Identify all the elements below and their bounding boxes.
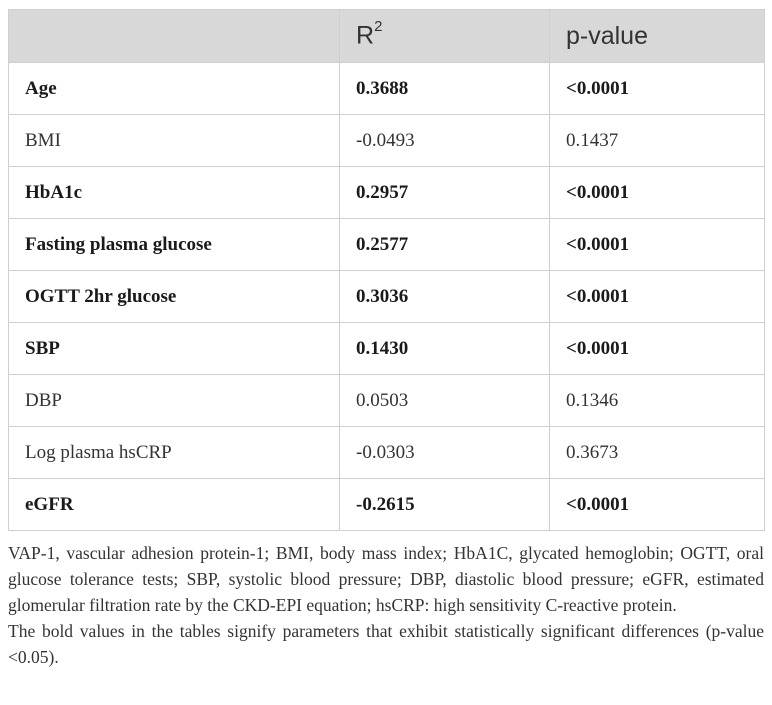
table-row — [9, 115, 765, 167]
footnote-significance: The bold values in the tables signify parameters that exhibit statistically significant differences (p-value <0.05). — [8, 621, 764, 667]
table-row — [9, 323, 765, 375]
footnote-abbreviations: VAP-1, vascular adhesion protein-1; BMI, body mass index; HbA1C, glycated hemoglobin; OGTT, oral glucose tolerance tests; SBP, systolic blood pressure; DBP, diastolic blood pressure; eGFR, estimated glomerular filtration rate by the CKD-EPI equation; hsCRP: high sensitivity C-reactive protein. — [8, 543, 764, 615]
table-row — [9, 167, 765, 219]
header-row — [9, 10, 765, 63]
cell-r-squared: -0.2615 — [340, 479, 550, 531]
cell-variable: HbA1c — [9, 167, 340, 219]
header-r2-base: R — [356, 21, 375, 50]
cell-r-squared: 0.3688 — [340, 63, 550, 115]
cell-variable: OGTT 2hr glucose — [9, 271, 340, 323]
cell-p-value: <0.0001 — [550, 167, 765, 219]
cell-p-value: <0.0001 — [550, 63, 765, 115]
table-footnote — [8, 540, 764, 670]
cell-variable: eGFR — [9, 479, 340, 531]
cell-p-value: <0.0001 — [550, 323, 765, 375]
table-row — [9, 479, 765, 531]
cell-p-value: <0.0001 — [550, 479, 765, 531]
header-r-squared — [340, 10, 550, 63]
cell-variable: DBP — [9, 375, 340, 427]
header-r2-superscript: 2 — [374, 18, 383, 36]
correlation-table — [8, 9, 765, 531]
cell-p-value: 0.3673 — [550, 427, 765, 479]
cell-r-squared: 0.3036 — [340, 271, 550, 323]
cell-r-squared: 0.2957 — [340, 167, 550, 219]
header-p-value: p-value — [550, 10, 765, 63]
table-row — [9, 219, 765, 271]
header-variable — [9, 10, 340, 63]
cell-variable: Age — [9, 63, 340, 115]
cell-r-squared: 0.2577 — [340, 219, 550, 271]
cell-p-value: <0.0001 — [550, 271, 765, 323]
table-row — [9, 271, 765, 323]
table-row — [9, 375, 765, 427]
cell-variable: Fasting plasma glucose — [9, 219, 340, 271]
cell-r-squared: -0.0493 — [340, 115, 550, 167]
cell-p-value: 0.1346 — [550, 375, 765, 427]
table-header — [9, 10, 765, 63]
cell-variable: BMI — [9, 115, 340, 167]
cell-p-value: <0.0001 — [550, 219, 765, 271]
table-body — [9, 63, 765, 531]
cell-variable: Log plasma hsCRP — [9, 427, 340, 479]
table-row — [9, 63, 765, 115]
cell-r-squared: 0.0503 — [340, 375, 550, 427]
cell-r-squared: -0.0303 — [340, 427, 550, 479]
cell-variable: SBP — [9, 323, 340, 375]
correlation-table-container — [8, 9, 764, 531]
cell-r-squared: 0.1430 — [340, 323, 550, 375]
table-row — [9, 427, 765, 479]
cell-p-value: 0.1437 — [550, 115, 765, 167]
